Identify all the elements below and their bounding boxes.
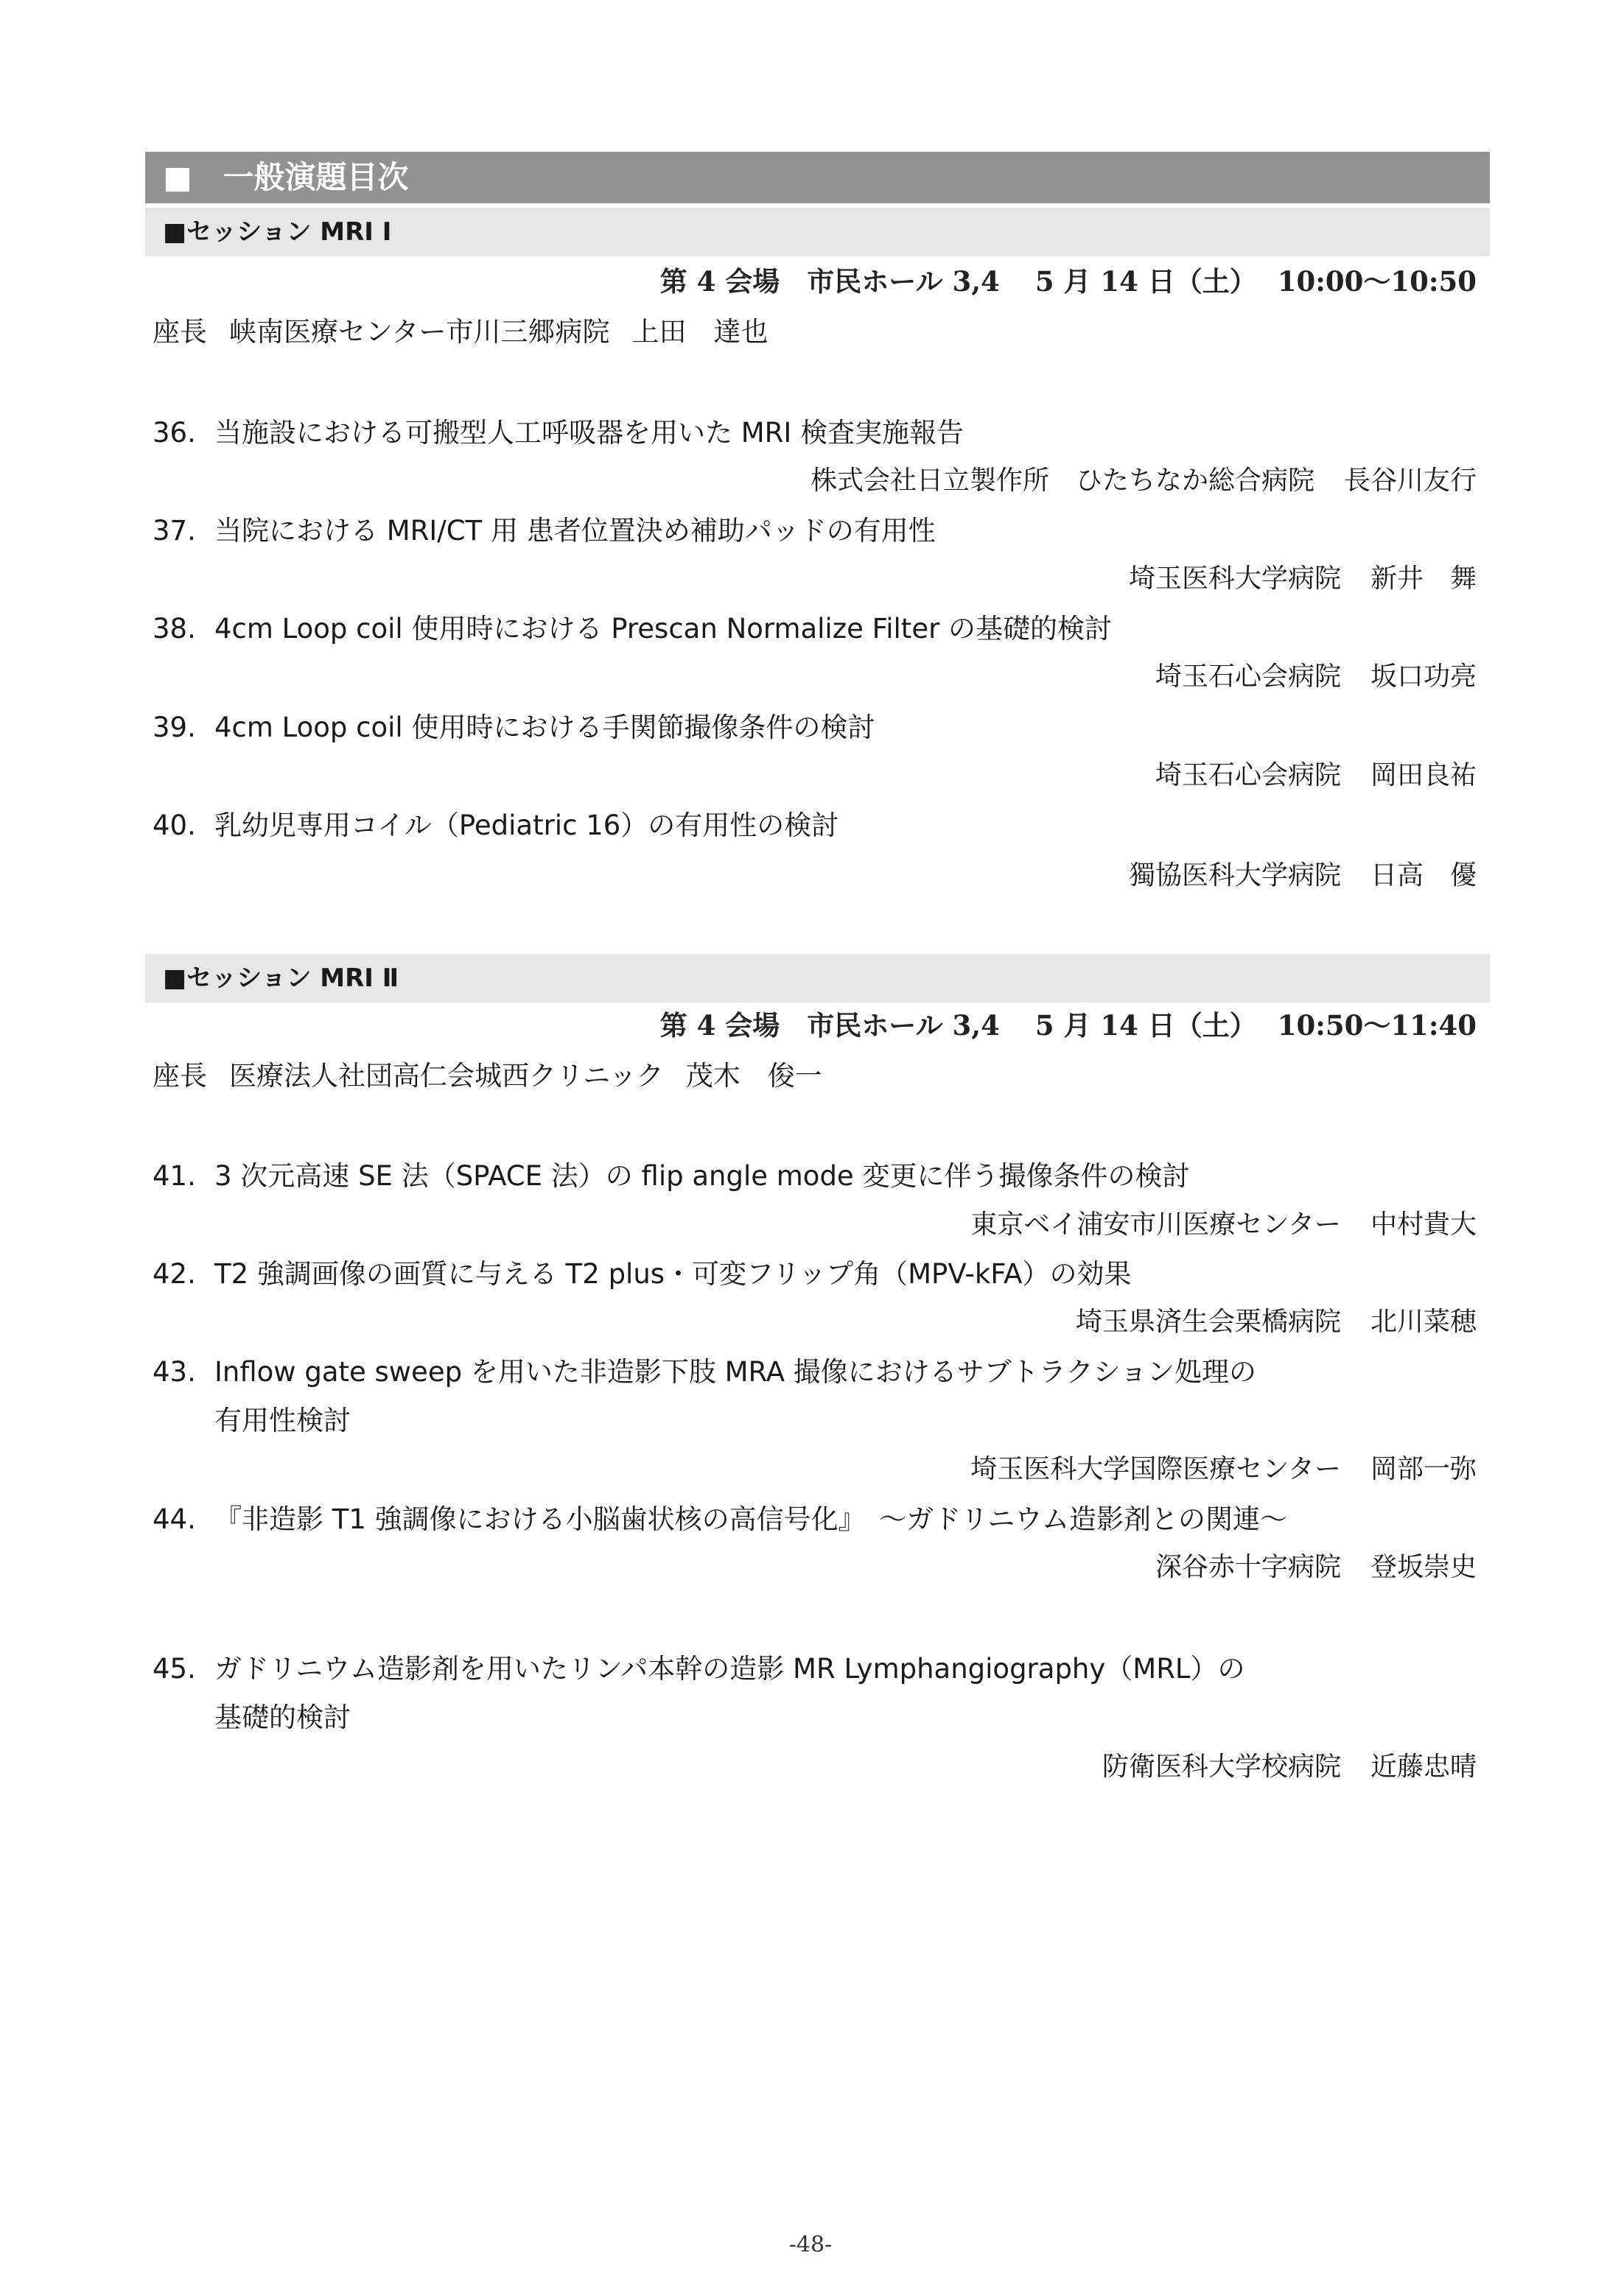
presenter-affiliation: 埼玉石心会病院 <box>1155 760 1341 790</box>
presenter-affiliation: 獨協医科大学病院 <box>1128 860 1341 891</box>
chair-affiliation: 医療法人社団高仁会城西クリニック <box>229 1060 664 1092</box>
presenter-affiliation: 埼玉医科大学国際医療センター <box>970 1454 1341 1484</box>
presenter-name: 岡部一弥 <box>1370 1454 1477 1484</box>
presenter-name: 坂口功亮 <box>1370 661 1477 692</box>
presentation-number: 41. <box>153 1160 196 1192</box>
date: 5 月 14 日（土） <box>1034 265 1257 298</box>
section-title: ■ 一般演題目次 <box>145 152 1490 203</box>
presentation-number: 37. <box>153 515 196 547</box>
presenter-name: 新井 舞 <box>1370 564 1477 594</box>
presentation-title: 44. 『非造影 T1 強調像における小脳歯状核の高信号化』 〜ガドリニウム造影剤との関連〜 <box>153 1503 1288 1535</box>
presenter-affiliation: 埼玉医科大学病院 <box>1128 564 1341 594</box>
presenter-line <box>1129 558 1477 595</box>
presentation-title: 40. 乳幼児専用コイル（Pediatric 16）の有用性の検討 <box>153 810 839 841</box>
chair-name: 上田 達也 <box>631 316 769 348</box>
chair-affiliation: 峡南医療センター市川三郷病院 <box>229 316 610 348</box>
presentation-title-continued: 有用性検討 <box>214 1405 351 1436</box>
page-number: -48- <box>788 2232 833 2258</box>
session-2-venue-line <box>660 1003 1477 1043</box>
presenter-affiliation: 株式会社日立製作所 ひたちなか総合病院 <box>810 466 1314 496</box>
presenter-affiliation: 東京ベイ浦安市川医療センター <box>970 1210 1341 1240</box>
session-1-venue-line <box>660 259 1477 299</box>
time: 10:00〜10:50 <box>1277 265 1477 298</box>
presentation-title: 38. 4cm Loop coil 使用時における Prescan Normalize Filter の基礎的検討 <box>153 613 1113 645</box>
presentation-number: 42. <box>153 1258 196 1290</box>
presentation-title: 39. 4cm Loop coil 使用時における手関節撮像条件の検討 <box>153 712 875 743</box>
presenter-line <box>1102 1746 1477 1783</box>
presentation-number: 38. <box>153 613 196 645</box>
presenter-line <box>810 460 1477 497</box>
time: 10:50〜11:40 <box>1277 1009 1477 1042</box>
venue: 第 4 会場 市民ホール 3,4 <box>659 1009 1000 1042</box>
presenter-name: 岡田良祐 <box>1370 760 1477 790</box>
presentation-title: 41. 3 次元高速 SE 法（SPACE 法）の flip angle mode 変更に伴う撮像条件の検討 <box>153 1160 1190 1192</box>
presentation-number: 36. <box>153 417 196 449</box>
presenter-line <box>1155 656 1477 693</box>
presentation-title-continued: 基礎的検討 <box>214 1702 351 1733</box>
presenter-name: 登坂崇史 <box>1370 1552 1477 1582</box>
presenter-affiliation: 防衛医科大学校病院 <box>1102 1752 1341 1782</box>
session-1-chair <box>153 309 769 349</box>
presenter-name: 日高 優 <box>1370 860 1477 891</box>
presentation-number: 44. <box>153 1503 196 1535</box>
presenter-line <box>970 1448 1477 1486</box>
presenter-line <box>970 1204 1477 1241</box>
presentation-number: 43. <box>153 1356 196 1388</box>
chair-label: 座長 <box>153 316 207 348</box>
presentation-title: 36. 当施設における可搬型人工呼吸器を用いた MRI 検査実施報告 <box>153 417 964 449</box>
presenter-name: 近藤忠晴 <box>1370 1752 1477 1782</box>
session-2-chair <box>153 1053 822 1093</box>
chair-name: 茂木 俊一 <box>685 1060 822 1092</box>
presenter-affiliation: 埼玉県済生会栗橋病院 <box>1075 1307 1341 1337</box>
presentation-number: 39. <box>153 712 196 743</box>
session-header-mri-1: ■セッション MRI Ⅰ <box>145 208 1490 256</box>
presenter-line <box>1155 1546 1477 1584</box>
presenter-name: 長谷川友行 <box>1343 466 1477 496</box>
presenter-line <box>1155 754 1477 792</box>
chair-label: 座長 <box>153 1060 207 1092</box>
presentation-title: 43. Inflow gate sweep を用いた非造影下肢 MRA 撮像におけるサブトラクション処理の <box>153 1356 1257 1388</box>
presenter-name: 中村貴大 <box>1370 1210 1477 1240</box>
presentation-title: 37. 当院における MRI/CT 用 患者位置決め補助パッドの有用性 <box>153 515 936 547</box>
presentation-number: 40. <box>153 810 196 841</box>
session-header-mri-2: ■セッション MRI Ⅱ <box>145 954 1490 1003</box>
presenter-line <box>1076 1301 1477 1338</box>
presentation-title: 42. T2 強調画像の画質に与える T2 plus・可変フリップ角（MPV-kFA）の効果 <box>153 1258 1132 1290</box>
presenter-line <box>1129 854 1477 892</box>
presenter-affiliation: 深谷赤十字病院 <box>1155 1552 1341 1582</box>
presenter-name: 北川菜穂 <box>1370 1307 1477 1337</box>
presentation-title: 45. ガドリニウム造影剤を用いたリンパ本幹の造影 MR Lymphangiography（MRL）の <box>153 1653 1245 1685</box>
date: 5 月 14 日（土） <box>1034 1009 1257 1042</box>
presentation-number: 45. <box>153 1653 196 1685</box>
venue: 第 4 会場 市民ホール 3,4 <box>659 265 1000 298</box>
presenter-affiliation: 埼玉石心会病院 <box>1155 661 1341 692</box>
